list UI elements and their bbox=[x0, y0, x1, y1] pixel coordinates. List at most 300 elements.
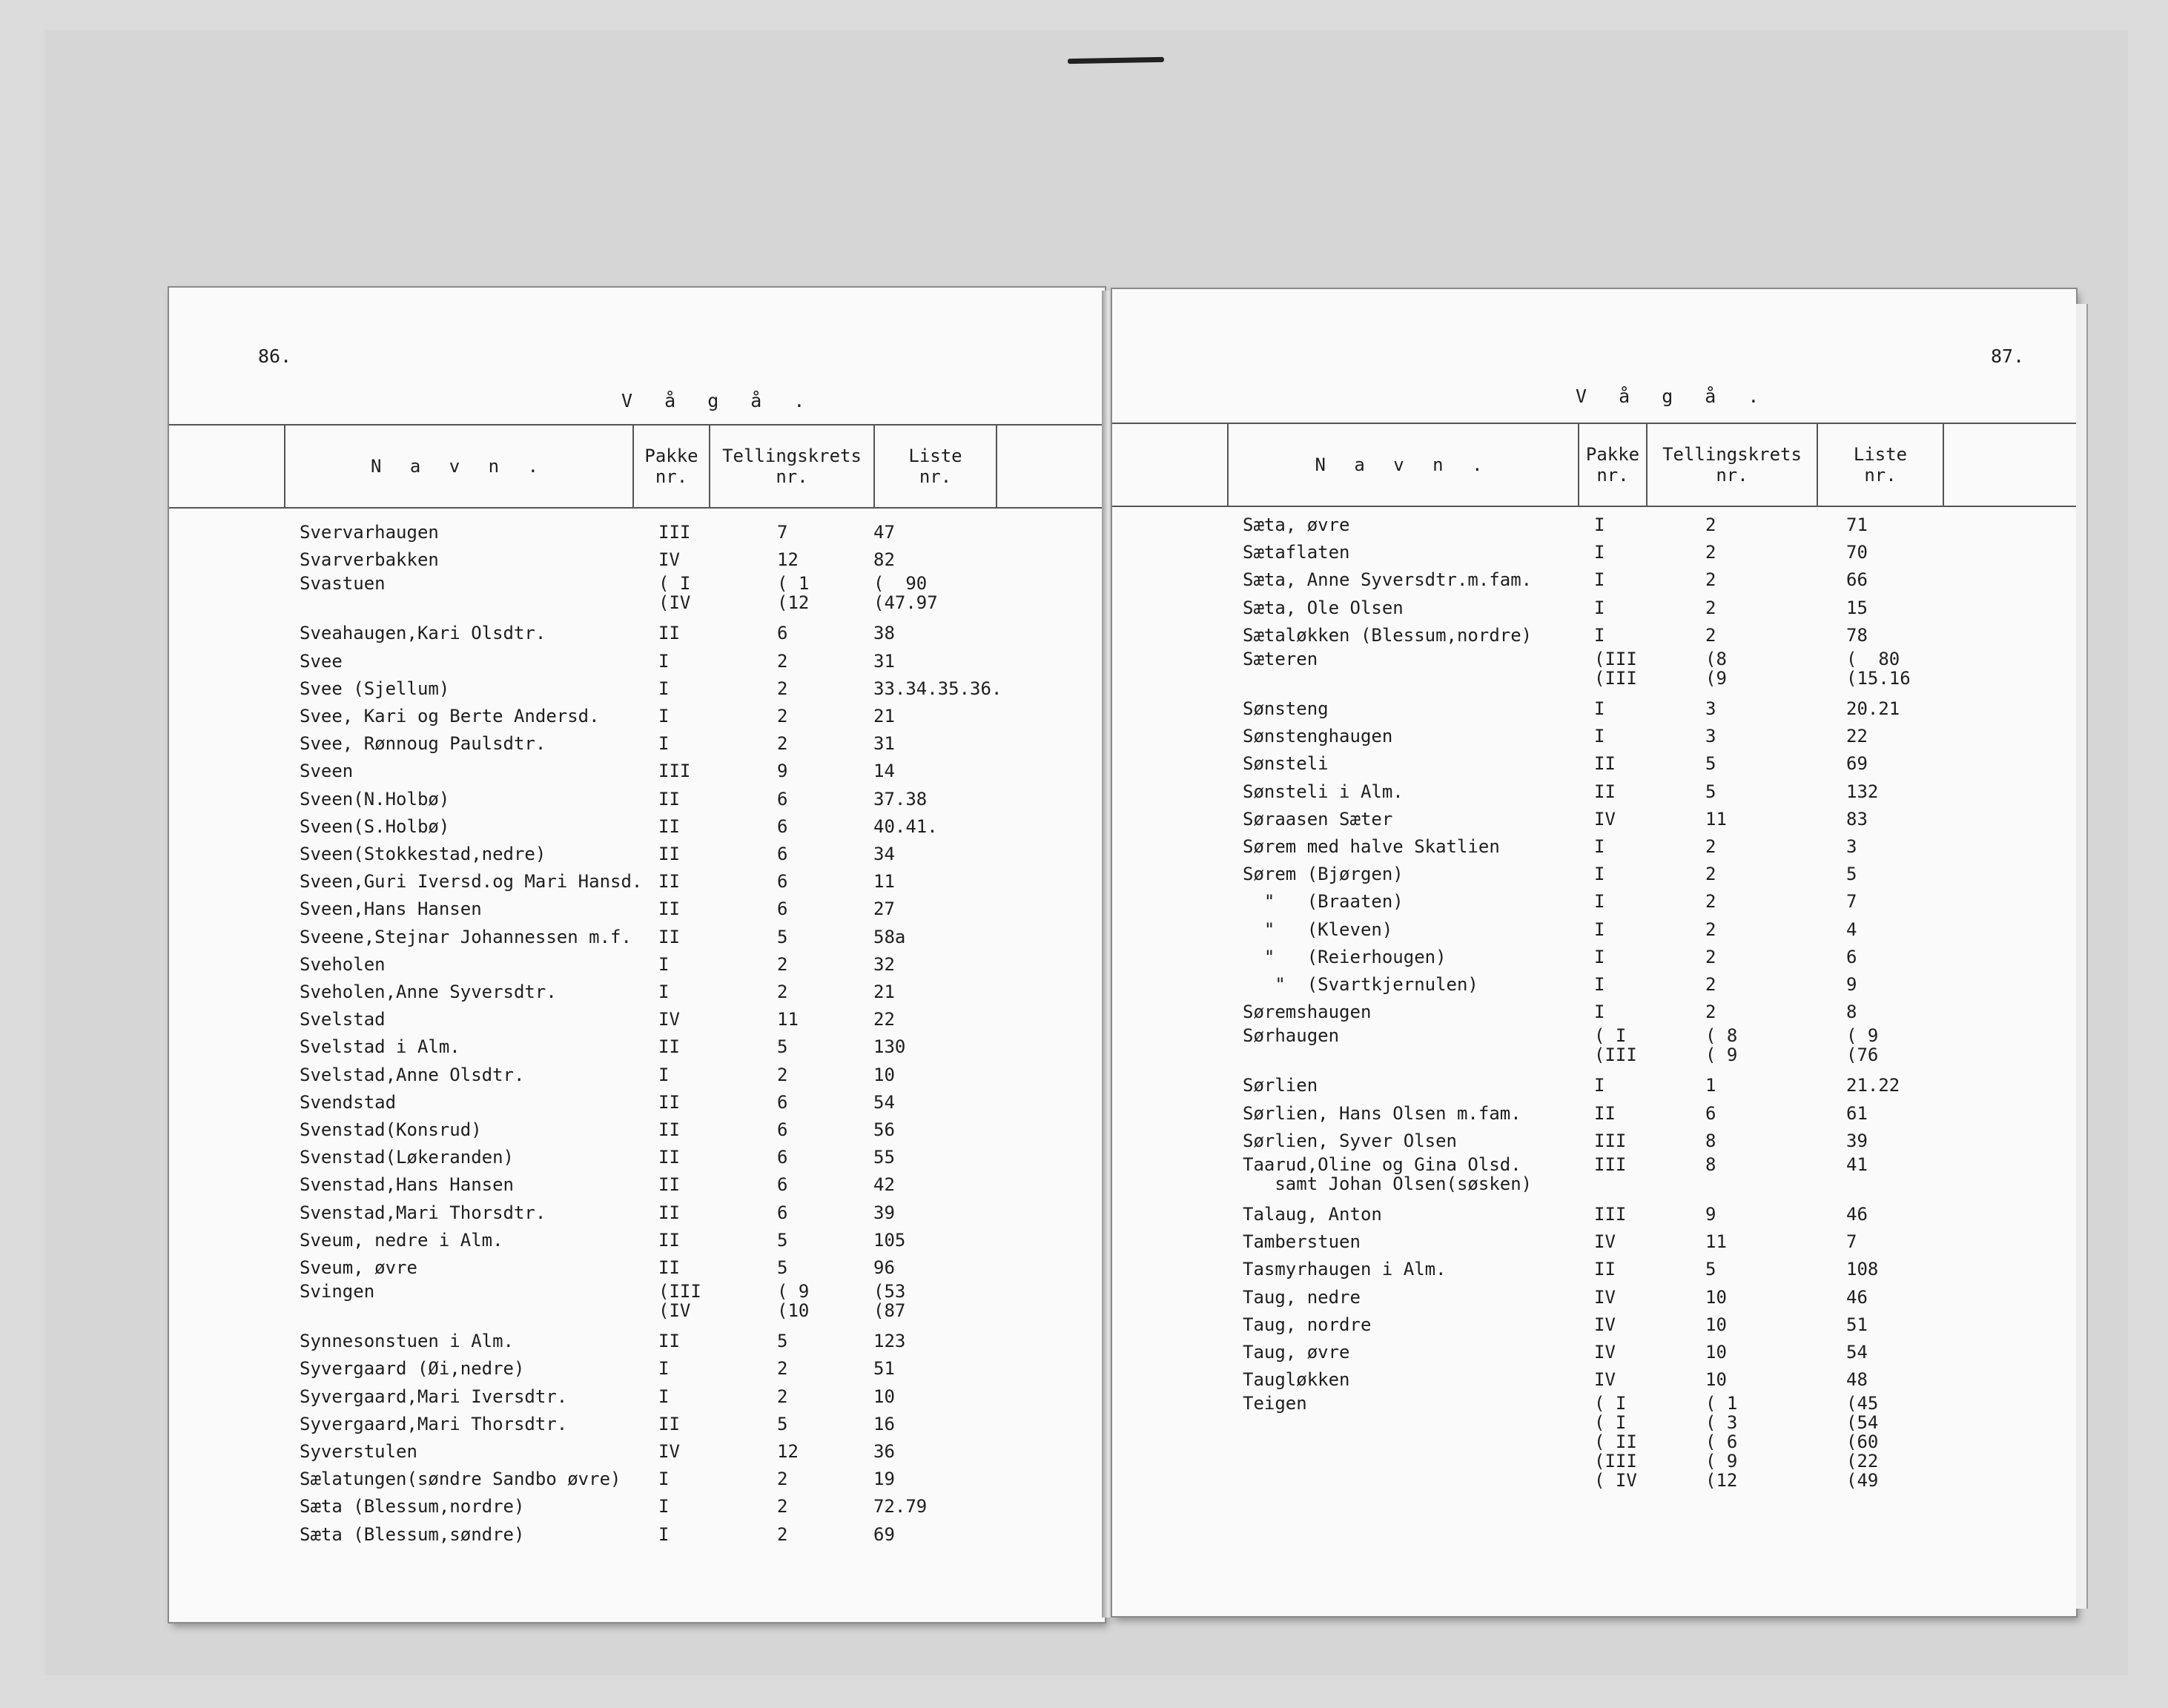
cell-tellingskrets: 9 bbox=[1705, 1204, 1716, 1225]
cell-tellingskrets: 10 bbox=[1705, 1369, 1727, 1391]
cell-liste: 69 bbox=[873, 1523, 895, 1545]
cell-tellingskrets: 10 bbox=[1705, 1342, 1727, 1363]
cell-pakke: I bbox=[1594, 698, 1605, 719]
cell-liste: 54 bbox=[1846, 1342, 1868, 1363]
cell-pakke: I bbox=[1594, 1075, 1605, 1096]
cell-tellingskrets: 6 bbox=[777, 815, 788, 837]
cell-navn: Taugløkken bbox=[1243, 1369, 1350, 1391]
cell-navn: Sørem (Bjørgen) bbox=[1243, 864, 1404, 885]
cell-navn: Sveholen bbox=[300, 953, 386, 975]
cell-liste: 21 bbox=[873, 706, 895, 726]
cell-liste: 22 bbox=[1846, 726, 1868, 747]
cell-liste: 21.22 bbox=[1846, 1075, 1900, 1096]
table-row bbox=[169, 1355, 1105, 1383]
cell-pakke: I bbox=[658, 1386, 670, 1407]
cell-pakke: I bbox=[1594, 597, 1605, 618]
table-row bbox=[169, 1521, 1105, 1549]
cell-pakke: IV bbox=[1594, 1286, 1616, 1308]
cell-tellingskrets: 1 bbox=[1705, 1075, 1716, 1096]
cell-liste: 71 bbox=[1846, 514, 1868, 535]
cell-navn: Syverstulen bbox=[300, 1441, 417, 1462]
cell-liste: 4 bbox=[1846, 918, 1857, 940]
table-row bbox=[1112, 566, 2076, 594]
cell-tellingskrets: 12 bbox=[777, 549, 799, 571]
cell-pakke: II bbox=[658, 844, 680, 864]
cell-liste: ( 80 (15.16 bbox=[1846, 649, 1911, 689]
table-row bbox=[1112, 1072, 2076, 1099]
table-row bbox=[169, 1493, 1105, 1520]
cell-navn: Tamberstuen bbox=[1243, 1231, 1361, 1253]
cell-navn: Sønsteli bbox=[1243, 753, 1329, 775]
cell-pakke: I bbox=[1594, 514, 1605, 535]
cell-liste: (45 (54 (60 (22 (49 bbox=[1846, 1393, 1879, 1492]
cell-tellingskrets: 5 bbox=[777, 926, 788, 947]
cell-tellingskrets: 5 bbox=[777, 1229, 788, 1251]
cell-liste: 36 bbox=[873, 1441, 895, 1462]
cell-navn: Talaug, Anton bbox=[1243, 1204, 1382, 1225]
cell-pakke: I bbox=[1594, 624, 1605, 646]
cell-pakke: IV bbox=[1594, 1231, 1616, 1253]
cell-liste: ( 9 (76 bbox=[1846, 1025, 1879, 1066]
cell-liste: 70 bbox=[1846, 542, 1868, 563]
cell-pakke: II bbox=[658, 1257, 680, 1278]
table-row bbox=[1112, 1366, 2076, 1394]
table-row bbox=[1112, 861, 2076, 888]
cell-liste: 61 bbox=[1846, 1102, 1868, 1124]
cell-navn: Sønstenghaugen bbox=[1243, 726, 1393, 747]
table-row bbox=[169, 1383, 1105, 1411]
table-row bbox=[169, 1033, 1105, 1061]
cell-pakke: II bbox=[658, 623, 680, 644]
cell-liste: 51 bbox=[873, 1358, 895, 1380]
cell-navn: " (Reierhougen) bbox=[1243, 946, 1447, 967]
table-row bbox=[169, 1144, 1105, 1171]
cell-navn: Taug, øvre bbox=[1243, 1342, 1350, 1363]
header-navn: N a v n . bbox=[370, 456, 548, 477]
cell-tellingskrets: 2 bbox=[1705, 864, 1716, 885]
cell-liste: 16 bbox=[873, 1413, 895, 1434]
cell-liste: 55 bbox=[873, 1147, 895, 1168]
cell-pakke: ( I ( I ( II (III ( IV bbox=[1594, 1393, 1637, 1492]
cell-pakke: (III (IV bbox=[658, 1281, 701, 1322]
cell-tellingskrets: 6 bbox=[777, 844, 788, 864]
cell-liste: 20.21 bbox=[1846, 698, 1900, 719]
table-row bbox=[1112, 750, 2076, 778]
cell-navn: Svee (Sjellum) bbox=[300, 678, 450, 699]
cell-tellingskrets: 11 bbox=[777, 1009, 799, 1030]
cell-tellingskrets: 2 bbox=[777, 982, 788, 1002]
cell-navn: Sveene,Stejnar Johannessen m.f. bbox=[300, 926, 632, 947]
table-row bbox=[1112, 1201, 2076, 1228]
cell-navn: Sørlien bbox=[1243, 1075, 1318, 1096]
cell-pakke: IV bbox=[658, 549, 680, 571]
table-row bbox=[169, 1171, 1105, 1199]
cell-navn: Sørlien, Syver Olsen bbox=[1243, 1130, 1457, 1151]
cell-liste: 31 bbox=[873, 650, 895, 672]
cell-liste: 9 bbox=[1846, 974, 1857, 995]
cell-navn: Sveholen,Anne Syversdtr. bbox=[300, 982, 557, 1002]
cell-tellingskrets: 2 bbox=[1705, 836, 1716, 857]
table-row bbox=[1112, 539, 2076, 566]
cell-tellingskrets: ( 8 ( 9 bbox=[1705, 1025, 1738, 1066]
cell-liste: 22 bbox=[873, 1009, 895, 1030]
cell-tellingskrets: 5 bbox=[777, 1036, 788, 1058]
cell-liste: 78 bbox=[1846, 624, 1868, 646]
cell-tellingskrets: 2 bbox=[1705, 624, 1716, 646]
cell-tellingskrets: 2 bbox=[777, 1523, 788, 1545]
cell-tellingskrets: 6 bbox=[777, 1174, 788, 1196]
cell-navn: Svenstad,Mari Thorsdtr. bbox=[300, 1202, 546, 1223]
cell-liste: ( 90 (47.97 bbox=[873, 573, 938, 614]
table-row bbox=[1112, 944, 2076, 971]
table-row bbox=[1112, 1256, 2076, 1283]
table-row bbox=[1112, 1155, 2076, 1201]
cell-tellingskrets: 6 bbox=[777, 1202, 788, 1223]
cell-pakke: I bbox=[1594, 974, 1605, 995]
header-pakke: Pakke nr. bbox=[644, 446, 698, 487]
cell-pakke: I bbox=[658, 1064, 670, 1085]
cell-liste: 40.41. bbox=[873, 815, 938, 837]
cell-pakke: II bbox=[658, 926, 680, 947]
cell-tellingskrets: 10 bbox=[1705, 1314, 1727, 1335]
cell-navn: Sætaflaten bbox=[1243, 542, 1350, 563]
cell-pakke: I bbox=[658, 1523, 670, 1545]
left-table-header bbox=[169, 424, 1105, 509]
cell-pakke: I bbox=[1594, 891, 1605, 913]
cell-tellingskrets: 12 bbox=[777, 1441, 799, 1462]
cell-navn: Sveen,Hans Hansen bbox=[300, 898, 482, 920]
cell-tellingskrets: ( 1 (12 bbox=[777, 573, 810, 614]
cell-liste: 41 bbox=[1846, 1154, 1868, 1175]
cell-pakke: I bbox=[1594, 542, 1605, 563]
table-row bbox=[169, 896, 1105, 923]
cell-pakke: I bbox=[1594, 1002, 1605, 1023]
table-row bbox=[1112, 999, 2076, 1026]
cell-liste: 7 bbox=[1846, 1231, 1857, 1253]
cell-liste: 48 bbox=[1846, 1369, 1868, 1391]
cell-tellingskrets: 6 bbox=[777, 1119, 788, 1140]
cell-tellingskrets: 7 bbox=[777, 522, 788, 543]
cell-pakke: II bbox=[658, 815, 680, 837]
cell-tellingskrets: 2 bbox=[777, 1064, 788, 1085]
cell-tellingskrets: 2 bbox=[1705, 918, 1716, 940]
cell-navn: Tasmyrhaugen i Alm. bbox=[1243, 1259, 1447, 1280]
table-row bbox=[169, 813, 1105, 841]
cell-navn: Sæta (Blessum,nordre) bbox=[300, 1496, 525, 1517]
cell-pakke: II bbox=[658, 898, 680, 920]
cell-pakke: I bbox=[658, 678, 670, 699]
table-row bbox=[1112, 595, 2076, 622]
table-row bbox=[1112, 1228, 2076, 1256]
cell-tellingskrets: 2 bbox=[777, 706, 788, 726]
cell-navn: Sønsteli i Alm. bbox=[1243, 781, 1404, 802]
cell-liste: 56 bbox=[873, 1119, 895, 1140]
cell-pakke: I bbox=[1594, 864, 1605, 885]
cell-pakke: III bbox=[1594, 1154, 1627, 1175]
cell-tellingskrets: 6 bbox=[777, 623, 788, 644]
table-row bbox=[1112, 1311, 2076, 1339]
cell-tellingskrets: 5 bbox=[777, 1413, 788, 1434]
cell-navn: Sørlien, Hans Olsen m.fam. bbox=[1243, 1102, 1521, 1124]
table-row bbox=[1112, 1100, 2076, 1128]
cell-tellingskrets: 8 bbox=[1705, 1130, 1716, 1151]
cell-liste: 42 bbox=[873, 1174, 895, 1196]
table-row bbox=[169, 1116, 1105, 1144]
cell-tellingskrets: ( 9 (10 bbox=[777, 1281, 810, 1322]
cell-navn: Sveahaugen,Kari Olsdtr. bbox=[300, 623, 546, 644]
cell-pakke: II bbox=[658, 1202, 680, 1223]
cell-navn: Sveen(S.Holbø) bbox=[300, 815, 450, 837]
cell-pakke: I bbox=[658, 982, 670, 1002]
table-row bbox=[169, 1282, 1105, 1328]
cell-pakke: I bbox=[658, 953, 670, 975]
cell-pakke: II bbox=[658, 1091, 680, 1113]
cell-navn: Sveen,Guri Iversd.og Mari Hansd. bbox=[300, 871, 643, 893]
cell-pakke: (III (III bbox=[1594, 649, 1637, 689]
cell-pakke: IV bbox=[658, 1009, 680, 1030]
table-row bbox=[169, 1328, 1105, 1355]
cell-pakke: I bbox=[1594, 726, 1605, 747]
cell-pakke: II bbox=[658, 1174, 680, 1196]
table-row bbox=[1112, 888, 2076, 916]
cell-tellingskrets: 2 bbox=[1705, 597, 1716, 618]
cell-tellingskrets: 2 bbox=[777, 1358, 788, 1380]
cell-pakke: ( I (IV bbox=[658, 573, 691, 614]
cell-navn: Svarverbakken bbox=[300, 549, 439, 571]
table-row bbox=[169, 1006, 1105, 1033]
cell-navn: Svee, Rønnoug Paulsdtr. bbox=[300, 733, 546, 755]
cell-tellingskrets: (8 (9 bbox=[1705, 649, 1727, 689]
cell-pakke: III bbox=[658, 522, 691, 543]
cell-pakke: I bbox=[658, 733, 670, 755]
table-row bbox=[169, 675, 1105, 703]
cell-pakke: II bbox=[1594, 753, 1616, 775]
table-row bbox=[169, 868, 1105, 896]
cell-navn: Svelstad i Alm. bbox=[300, 1036, 460, 1058]
cell-liste: 83 bbox=[1846, 808, 1868, 830]
table-row bbox=[1112, 695, 2076, 723]
cell-navn: Sveen(N.Holbø) bbox=[300, 788, 450, 810]
cell-navn: Sveen bbox=[300, 761, 354, 782]
table-row bbox=[169, 1438, 1105, 1466]
table-row bbox=[169, 1411, 1105, 1438]
cell-pakke: I bbox=[658, 1469, 670, 1490]
cell-liste: 105 bbox=[873, 1229, 906, 1251]
cell-liste: 58a bbox=[873, 926, 906, 947]
cell-pakke: IV bbox=[1594, 1314, 1616, 1335]
table-row bbox=[169, 546, 1105, 574]
cell-tellingskrets: 5 bbox=[1705, 1259, 1716, 1280]
cell-navn: Sveum, nedre i Alm. bbox=[300, 1229, 503, 1251]
table-row bbox=[169, 758, 1105, 785]
table-row bbox=[169, 979, 1105, 1006]
cell-tellingskrets: 2 bbox=[1705, 569, 1716, 591]
cell-navn: Sæta, Anne Syversdtr.m.fam. bbox=[1243, 569, 1533, 591]
cell-tellingskrets: 5 bbox=[1705, 753, 1716, 775]
cell-liste: 10 bbox=[873, 1064, 895, 1085]
cell-liste: 66 bbox=[1846, 569, 1868, 591]
cell-pakke: II bbox=[658, 1119, 680, 1140]
cell-navn: Sæteren bbox=[1243, 649, 1318, 669]
header-pakke: Pakke nr. bbox=[1585, 444, 1640, 486]
cell-liste: 82 bbox=[873, 549, 895, 571]
cell-liste: 15 bbox=[1846, 597, 1868, 618]
cell-tellingskrets: 2 bbox=[1705, 974, 1716, 995]
cell-liste: 10 bbox=[873, 1386, 895, 1407]
cell-navn: Svee, Kari og Berte Andersd. bbox=[300, 706, 600, 726]
cell-pakke: I bbox=[1594, 836, 1605, 857]
table-row bbox=[169, 841, 1105, 868]
cell-tellingskrets: 2 bbox=[777, 1469, 788, 1490]
cell-navn: Svendstad bbox=[300, 1091, 397, 1113]
cell-tellingskrets: 3 bbox=[1705, 698, 1716, 719]
cell-tellingskrets: 2 bbox=[777, 650, 788, 672]
header-tellingskrets: Tellingskrets nr. bbox=[722, 446, 862, 487]
cell-navn: Svenstad(Løkeranden) bbox=[300, 1147, 514, 1168]
table-row bbox=[1112, 1284, 2076, 1311]
cell-navn: Svelstad bbox=[300, 1009, 386, 1030]
table-row bbox=[169, 648, 1105, 675]
cell-navn: Sønsteng bbox=[1243, 698, 1329, 719]
cell-liste: 21 bbox=[873, 982, 895, 1002]
table-row bbox=[169, 1227, 1105, 1254]
cell-liste: 123 bbox=[873, 1331, 906, 1352]
cell-navn: Sælatungen(søndre Sandbo øvre) bbox=[300, 1469, 621, 1490]
cell-pakke: I bbox=[658, 650, 670, 672]
table-row bbox=[1112, 723, 2076, 750]
table-row bbox=[169, 1062, 1105, 1089]
cell-tellingskrets: 11 bbox=[1705, 1231, 1727, 1253]
cell-pakke: II bbox=[1594, 781, 1616, 802]
table-row bbox=[169, 574, 1105, 620]
cell-liste: 27 bbox=[873, 898, 895, 920]
cell-tellingskrets: 2 bbox=[777, 733, 788, 755]
cell-pakke: III bbox=[658, 761, 691, 782]
table-row bbox=[1112, 1339, 2076, 1366]
table-row bbox=[169, 519, 1105, 546]
table-row bbox=[1112, 1128, 2076, 1155]
cell-pakke: II bbox=[1594, 1102, 1616, 1124]
cell-navn: Sørem med halve Skatlien bbox=[1243, 836, 1500, 857]
header-liste: Liste nr. bbox=[1853, 444, 1908, 486]
header-tellingskrets: Tellingskrets nr. bbox=[1662, 444, 1802, 486]
cell-navn: Svingen bbox=[300, 1281, 375, 1302]
cell-pakke: I bbox=[658, 706, 670, 726]
cell-tellingskrets: 2 bbox=[777, 678, 788, 699]
cell-tellingskrets: 6 bbox=[777, 788, 788, 810]
cell-liste: 108 bbox=[1846, 1259, 1879, 1280]
table-row bbox=[169, 1466, 1105, 1493]
cell-tellingskrets: 6 bbox=[777, 1147, 788, 1168]
table-row bbox=[169, 1199, 1105, 1227]
cell-tellingskrets: 2 bbox=[777, 1496, 788, 1517]
cell-pakke: III bbox=[1594, 1130, 1627, 1151]
right-table-header bbox=[1112, 423, 2076, 507]
cell-tellingskrets: 2 bbox=[1705, 946, 1716, 967]
cell-tellingskrets: 5 bbox=[1705, 781, 1716, 802]
cell-tellingskrets: 5 bbox=[777, 1331, 788, 1352]
cell-pakke: I bbox=[658, 1358, 670, 1380]
cell-navn: Søraasen Sæter bbox=[1243, 808, 1393, 830]
table-row bbox=[169, 1089, 1105, 1116]
table-row bbox=[169, 703, 1105, 730]
cell-pakke: I bbox=[658, 1496, 670, 1517]
cell-liste: (53 (87 bbox=[873, 1281, 906, 1322]
cell-navn: Svenstad(Konsrud) bbox=[300, 1119, 482, 1140]
cell-navn: Sveum, øvre bbox=[300, 1257, 417, 1278]
cell-tellingskrets: 6 bbox=[777, 1091, 788, 1113]
cell-liste: 6 bbox=[1846, 946, 1857, 967]
cell-pakke: IV bbox=[1594, 1369, 1616, 1391]
right-page-number: 87. bbox=[1991, 345, 2025, 367]
cell-tellingskrets: 5 bbox=[777, 1257, 788, 1278]
table-row bbox=[1112, 622, 2076, 649]
cell-liste: 33.34.35.36. bbox=[873, 678, 1002, 699]
cell-tellingskrets: 2 bbox=[777, 1386, 788, 1407]
cell-liste: 96 bbox=[873, 1257, 895, 1278]
cell-liste: 54 bbox=[873, 1091, 895, 1113]
cell-tellingskrets: 2 bbox=[777, 953, 788, 975]
cell-navn: Sæta, Ole Olsen bbox=[1243, 597, 1404, 618]
cell-liste: 19 bbox=[873, 1469, 895, 1490]
cell-navn: Sæta, øvre bbox=[1243, 514, 1350, 535]
cell-navn: Svastuen bbox=[300, 573, 386, 595]
table-row bbox=[169, 951, 1105, 979]
left-page-title: V å g å . bbox=[621, 390, 816, 411]
cell-tellingskrets: 10 bbox=[1705, 1286, 1727, 1308]
cell-navn: Syvergaard,Mari Thorsdtr. bbox=[300, 1413, 568, 1434]
cell-tellingskrets: 3 bbox=[1705, 726, 1716, 747]
cell-navn: Sæta (Blessum,søndre) bbox=[300, 1523, 525, 1545]
cell-navn: Syvergaard,Mari Iversdtr. bbox=[300, 1386, 568, 1407]
cell-liste: 47 bbox=[873, 522, 895, 543]
left-page-number: 86. bbox=[258, 345, 292, 367]
cell-liste: 130 bbox=[873, 1036, 906, 1058]
cell-tellingskrets: 2 bbox=[1705, 891, 1716, 913]
right-page bbox=[1112, 289, 2076, 1616]
cell-liste: 3 bbox=[1846, 836, 1857, 857]
cell-pakke: II bbox=[658, 1413, 680, 1434]
table-row bbox=[1112, 833, 2076, 861]
table-row bbox=[169, 1254, 1105, 1282]
cell-pakke: I bbox=[1594, 569, 1605, 591]
cell-tellingskrets: 2 bbox=[1705, 514, 1716, 535]
table-row bbox=[1112, 806, 2076, 833]
table-row bbox=[169, 786, 1105, 813]
cell-pakke: II bbox=[658, 1147, 680, 1168]
cell-liste: 31 bbox=[873, 733, 895, 755]
cell-navn: Sætaløkken (Blessum,nordre) bbox=[1243, 624, 1533, 646]
cell-pakke: II bbox=[658, 788, 680, 810]
cell-liste: 7 bbox=[1846, 891, 1857, 913]
cell-tellingskrets: 6 bbox=[777, 898, 788, 920]
cell-navn: Taug, nordre bbox=[1243, 1314, 1372, 1335]
cell-pakke: III bbox=[1594, 1204, 1627, 1225]
cell-navn: Synnesonstuen i Alm. bbox=[300, 1331, 514, 1352]
cell-liste: 5 bbox=[1846, 864, 1857, 885]
cell-liste: 32 bbox=[873, 953, 895, 975]
cell-navn: Svelstad,Anne Olsdtr. bbox=[300, 1064, 525, 1085]
table-row bbox=[169, 730, 1105, 758]
cell-liste: 37.38 bbox=[873, 788, 928, 810]
cell-liste: 132 bbox=[1846, 781, 1879, 802]
cell-navn: " (Braaten) bbox=[1243, 891, 1404, 913]
cell-pakke: I bbox=[1594, 946, 1605, 967]
left-page bbox=[169, 288, 1105, 1622]
cell-navn: " (Kleven) bbox=[1243, 918, 1393, 940]
cell-liste: 46 bbox=[1846, 1204, 1868, 1225]
cell-navn: " (Svartkjernulen) bbox=[1243, 974, 1478, 995]
